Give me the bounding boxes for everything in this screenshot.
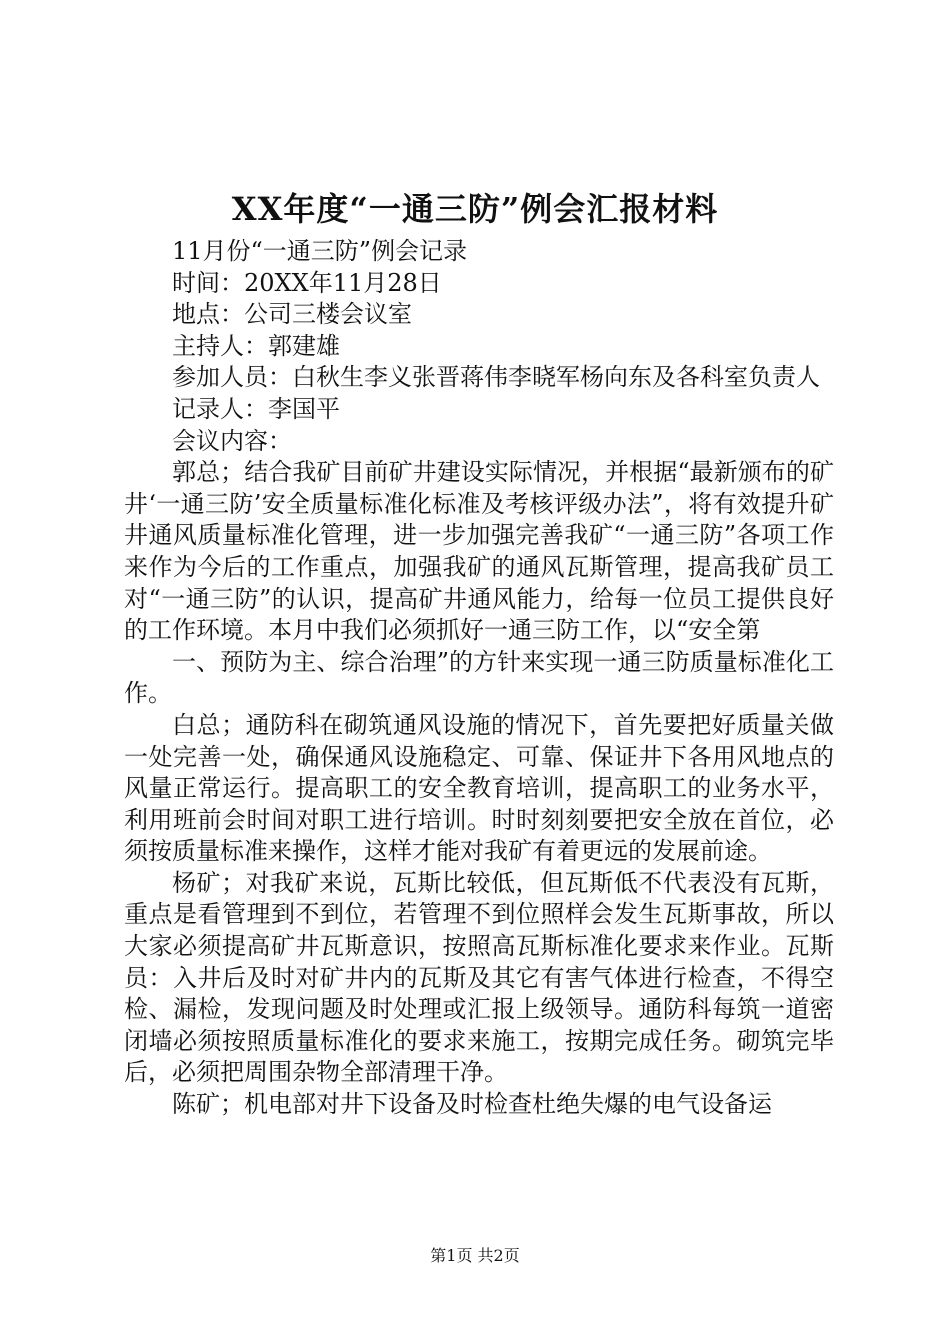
- paragraph: 地点：公司三楼会议室: [172, 300, 412, 329]
- paragraph: 参加人员：白秋生李义张晋蒋伟李晓军杨向东及各科室负责人: [172, 363, 820, 392]
- paragraph: 杨矿；对我矿来说，瓦斯比较低，但瓦斯低不代表没有瓦斯，重点是看管理到不到位，若管理不到位照样会发生瓦斯事故，所以大家必须提高矿井瓦斯意识，按照高瓦斯标准化要求来作业。瓦斯员：入井后及时对矿井内的瓦斯及其它有害气体进行检查，不得空检、漏检，发现问题及时处理或汇报上级领导。通防科每筑一道密闭墙必须按照质量标准化的要求来施工，按期完成任务。砌筑完毕后，必须把周围杂物全部清理干净。: [124, 868, 834, 1087]
- paragraph: 时间：20XX年11月28日: [172, 268, 442, 297]
- paragraph: 主持人：郭建雄: [172, 331, 340, 360]
- paragraph: 郭总；结合我矿目前矿井建设实际情况，并根据“最新颁布的矿井‘一通三防’安全质量标准化标准及考核评级办法”，将有效提升矿井通风质量标准化管理，进一步加强完善我矿“一通三防”各项工作来作为今后的工作重点，加强我矿的通风瓦斯管理，提高我矿员工对“一通三防”的认识，提高矿井通风能力，给每一位员工提供良好的工作环境。本月中我们必须抓好一通三防工作，以“安全第: [124, 458, 834, 645]
- paragraph: 一、预防为主、综合治理”的方针来实现一通三防质量标准化工作。: [124, 647, 834, 708]
- paragraph: 记录人：李国平: [172, 394, 340, 423]
- paragraph: 陈矿；机电部对井下设备及时检查杜绝失爆的电气设备运: [172, 1090, 772, 1119]
- document-body: [124, 236, 834, 1121]
- paragraph: 会议内容：: [172, 426, 292, 455]
- paragraph: 11月份“一通三防”例会记录: [172, 237, 468, 265]
- paragraph: 白总；通防科在砌筑通风设施的情况下，首先要把好质量关做一处完善一处，确保通风设施稳定、可靠、保证井下各用风地点的风量正常运行。提高职工的安全教育培训，提高职工的业务水平，利用班前会时间对职工进行培训。时时刻刻要把安全放在首位，必须按质量标准来操作，这样才能对我矿有着更远的发展前途。: [124, 710, 834, 866]
- document-title: XX年度“一通三防”例会汇报材料: [231, 190, 719, 228]
- page-footer: 第1页 共2页: [430, 1246, 520, 1265]
